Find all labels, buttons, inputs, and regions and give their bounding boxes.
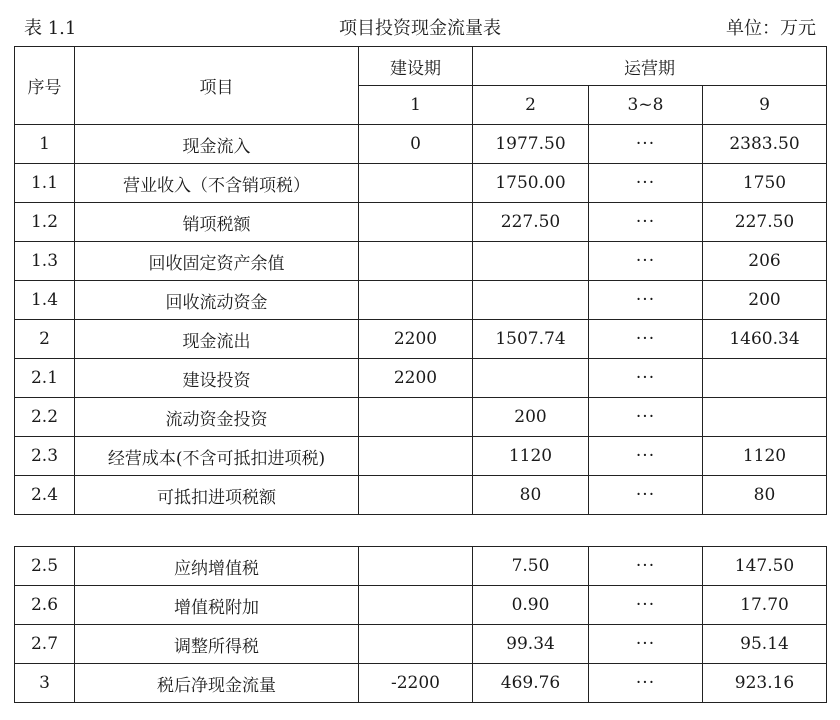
header-seq: 序号 bbox=[15, 47, 75, 125]
cell-period-2 bbox=[473, 281, 589, 320]
table-number: 表 1.1 bbox=[24, 18, 77, 39]
cell-period-9: 206 bbox=[703, 242, 827, 281]
cell-seq: 2.4 bbox=[15, 476, 75, 515]
unit-label: 单位：万元 bbox=[726, 18, 816, 39]
cell-period-9: 2383.50 bbox=[703, 125, 827, 164]
cell-seq: 1.3 bbox=[15, 242, 75, 281]
cell-period-2: 200 bbox=[473, 398, 589, 437]
cell-seq: 2.1 bbox=[15, 359, 75, 398]
cell-period-3-8: ··· bbox=[589, 547, 703, 586]
cell-period-2 bbox=[473, 359, 589, 398]
cell-period-9: 95.14 bbox=[703, 625, 827, 664]
cell-period-2: 227.50 bbox=[473, 203, 589, 242]
cell-seq: 2 bbox=[15, 320, 75, 359]
cell-item: 经营成本(不含可抵扣进项税) bbox=[75, 437, 359, 476]
cell-period-1 bbox=[359, 586, 473, 625]
header-item: 项目 bbox=[75, 47, 359, 125]
table-row bbox=[15, 437, 827, 476]
cell-period-9: 17.70 bbox=[703, 586, 827, 625]
cell-seq: 2.3 bbox=[15, 437, 75, 476]
cell-seq: 3 bbox=[15, 664, 75, 703]
table-row bbox=[15, 203, 827, 242]
cell-item: 现金流入 bbox=[75, 125, 359, 164]
header-construction-period: 建设期 bbox=[359, 47, 473, 86]
cell-item: 营业收入（不含销项税） bbox=[75, 164, 359, 203]
table-row bbox=[15, 547, 827, 586]
header-row bbox=[15, 47, 827, 86]
cell-period-3-8: ··· bbox=[589, 625, 703, 664]
cell-seq: 2.6 bbox=[15, 586, 75, 625]
cell-period-1 bbox=[359, 476, 473, 515]
cell-period-1: 2200 bbox=[359, 359, 473, 398]
cell-seq: 1.4 bbox=[15, 281, 75, 320]
cell-seq: 2.2 bbox=[15, 398, 75, 437]
table-row bbox=[15, 586, 827, 625]
cell-seq: 1.2 bbox=[15, 203, 75, 242]
cell-period-9: 1460.34 bbox=[703, 320, 827, 359]
table-body-bottom bbox=[15, 547, 827, 703]
cell-period-3-8: ··· bbox=[589, 281, 703, 320]
cell-period-9: 80 bbox=[703, 476, 827, 515]
cell-item: 调整所得税 bbox=[75, 625, 359, 664]
header-period: 9 bbox=[703, 86, 827, 125]
cell-item: 增值税附加 bbox=[75, 586, 359, 625]
table-row bbox=[15, 664, 827, 703]
table-row bbox=[15, 625, 827, 664]
table-body-top bbox=[15, 125, 827, 515]
cell-period-9 bbox=[703, 359, 827, 398]
cell-item: 可抵扣进项税额 bbox=[75, 476, 359, 515]
cell-period-2: 1120 bbox=[473, 437, 589, 476]
cell-period-2: 80 bbox=[473, 476, 589, 515]
table-row bbox=[15, 398, 827, 437]
cell-period-3-8: ··· bbox=[589, 242, 703, 281]
cell-period-3-8: ··· bbox=[589, 164, 703, 203]
cell-period-9: 200 bbox=[703, 281, 827, 320]
cell-period-2: 0.90 bbox=[473, 586, 589, 625]
cell-period-9: 147.50 bbox=[703, 547, 827, 586]
table-row bbox=[15, 320, 827, 359]
cell-period-1 bbox=[359, 242, 473, 281]
cell-period-9 bbox=[703, 398, 827, 437]
cell-period-1: -2200 bbox=[359, 664, 473, 703]
table-title: 项目投资现金流量表 bbox=[339, 18, 501, 39]
cell-seq: 2.7 bbox=[15, 625, 75, 664]
cell-period-2: 99.34 bbox=[473, 625, 589, 664]
table-caption bbox=[14, 10, 826, 38]
cell-period-3-8: ··· bbox=[589, 203, 703, 242]
header-period: 3~8 bbox=[589, 86, 703, 125]
table-row bbox=[15, 125, 827, 164]
header-operation-period: 运营期 bbox=[473, 47, 827, 86]
cell-item: 回收固定资产余值 bbox=[75, 242, 359, 281]
cell-seq: 2.5 bbox=[15, 547, 75, 586]
cell-period-2: 1507.74 bbox=[473, 320, 589, 359]
cell-period-1 bbox=[359, 437, 473, 476]
cell-period-1 bbox=[359, 281, 473, 320]
cell-item: 回收流动资金 bbox=[75, 281, 359, 320]
cell-period-1 bbox=[359, 203, 473, 242]
cell-period-9: 1750 bbox=[703, 164, 827, 203]
header-period: 2 bbox=[473, 86, 589, 125]
cell-period-1: 2200 bbox=[359, 320, 473, 359]
cell-seq: 1 bbox=[15, 125, 75, 164]
cell-item: 现金流出 bbox=[75, 320, 359, 359]
cell-period-1 bbox=[359, 398, 473, 437]
cell-item: 应纳增值税 bbox=[75, 547, 359, 586]
cell-seq: 1.1 bbox=[15, 164, 75, 203]
cell-period-2: 469.76 bbox=[473, 664, 589, 703]
cell-period-1 bbox=[359, 625, 473, 664]
cell-period-2 bbox=[473, 242, 589, 281]
cell-item: 销项税额 bbox=[75, 203, 359, 242]
header-period: 1 bbox=[359, 86, 473, 125]
cell-period-3-8: ··· bbox=[589, 586, 703, 625]
cell-item: 建设投资 bbox=[75, 359, 359, 398]
table-row bbox=[15, 476, 827, 515]
cell-period-9: 1120 bbox=[703, 437, 827, 476]
cell-period-3-8: ··· bbox=[589, 398, 703, 437]
cell-period-1: 0 bbox=[359, 125, 473, 164]
cell-period-3-8: ··· bbox=[589, 664, 703, 703]
cell-item: 税后净现金流量 bbox=[75, 664, 359, 703]
cell-period-1 bbox=[359, 547, 473, 586]
table-row bbox=[15, 242, 827, 281]
cell-period-3-8: ··· bbox=[589, 359, 703, 398]
cell-period-2: 1750.00 bbox=[473, 164, 589, 203]
cell-period-3-8: ··· bbox=[589, 476, 703, 515]
cell-period-3-8: ··· bbox=[589, 320, 703, 359]
cell-period-1 bbox=[359, 164, 473, 203]
cell-period-3-8: ··· bbox=[589, 437, 703, 476]
cell-period-2: 7.50 bbox=[473, 547, 589, 586]
cell-item: 流动资金投资 bbox=[75, 398, 359, 437]
table-row bbox=[15, 359, 827, 398]
table-row bbox=[15, 164, 827, 203]
cash-flow-table-bottom bbox=[14, 546, 827, 703]
cash-flow-table-top bbox=[14, 46, 827, 515]
cell-period-9: 923.16 bbox=[703, 664, 827, 703]
cell-period-9: 227.50 bbox=[703, 203, 827, 242]
table-row bbox=[15, 281, 827, 320]
cell-period-3-8: ··· bbox=[589, 125, 703, 164]
cell-period-2: 1977.50 bbox=[473, 125, 589, 164]
